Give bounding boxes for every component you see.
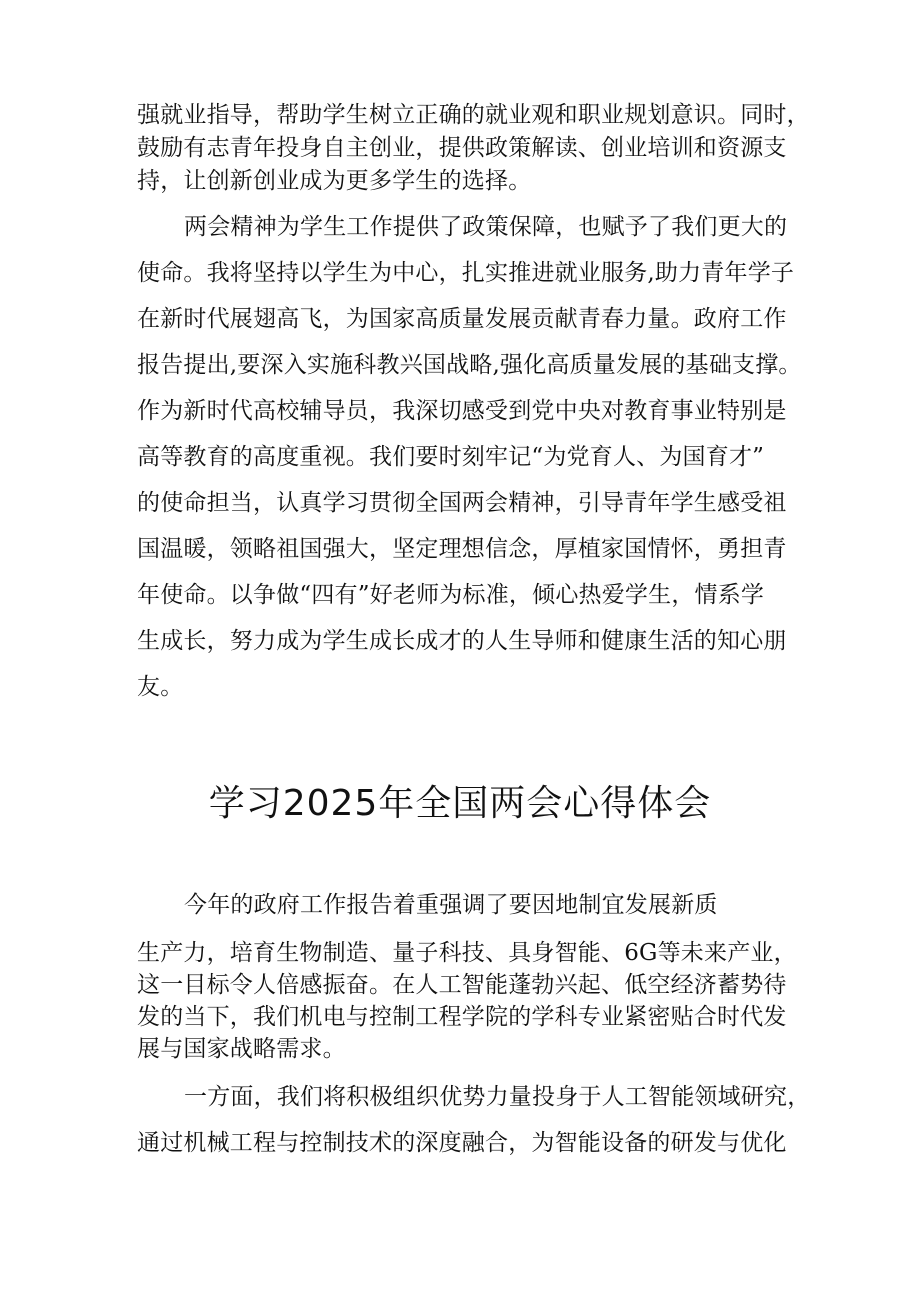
text-line: 展与国家战略需求。 (137, 1036, 346, 1062)
text-line: 发的当下，我们机电与控制工程学院的学科专业紧密贴合时代发 (137, 1004, 787, 1030)
text-line: 两会精神为学生工作提供了政策保障，也赋予了我们更大的 (184, 214, 788, 240)
text-line: 生成长，努力成为学生成长成才的人生导师和健康生活的知心朋 (137, 628, 787, 654)
text-line: 高等教育的高度重视。我们要时刻牢记“为党育人、为国育才” (137, 444, 765, 470)
text-line: 强就业指导，帮助学生树立正确的就业观和职业规划意识。同时， (137, 102, 810, 128)
text-line: 国温暖，领略祖国强大，坚定理想信念，厚植家国情怀，勇担青 (137, 536, 787, 562)
text-line: 鼓励有志青年投身自主创业，提供政策解读、创业培训和资源支 (137, 135, 787, 161)
text-line: 这一目标令人倍感振奋。在人工智能蓬勃兴起、低空经济蓄势待 (137, 972, 787, 998)
text-line: 使命。我将坚持以学生为中心，扎实推进就业服务,助力青年学子 (137, 260, 795, 286)
text-line: 在新时代展翅高飞，为国家高质量发展贡献青春力量。政府工作 (137, 306, 787, 332)
text-line: 持，让创新创业成为更多学生的选择。 (137, 168, 532, 194)
text-line: 年使命。以争做“四有”好老师为标准，倾心热爱学生，情系学 (137, 582, 765, 608)
text-line: 报告提出,要深入实施科教兴国战略,强化高质量发展的基础支撑。 (137, 352, 802, 378)
text-line: 作为新时代高校辅导员，我深切感受到党中央对教育事业特别是 (137, 398, 787, 424)
text-line: 一方面，我们将积极组织优势力量投身于人工智能领域研究， (184, 1084, 811, 1110)
text-line: 生产力，培育生物制造、量子科技、具身智能、6G等未来产业， (137, 940, 797, 966)
text-line: 通过机械工程与控制技术的深度融合，为智能设备的研发与优化 (137, 1130, 787, 1156)
text-line: 今年的政府工作报告着重强调了要因地制宜发展新质 (184, 892, 718, 918)
text-line: 友。 (137, 674, 184, 700)
document-title: 学习2025年全国两会心得体会 (208, 783, 712, 824)
text-line: 的使命担当，认真学习贯彻全国两会精神，引导青年学生感受祖 (137, 490, 787, 516)
